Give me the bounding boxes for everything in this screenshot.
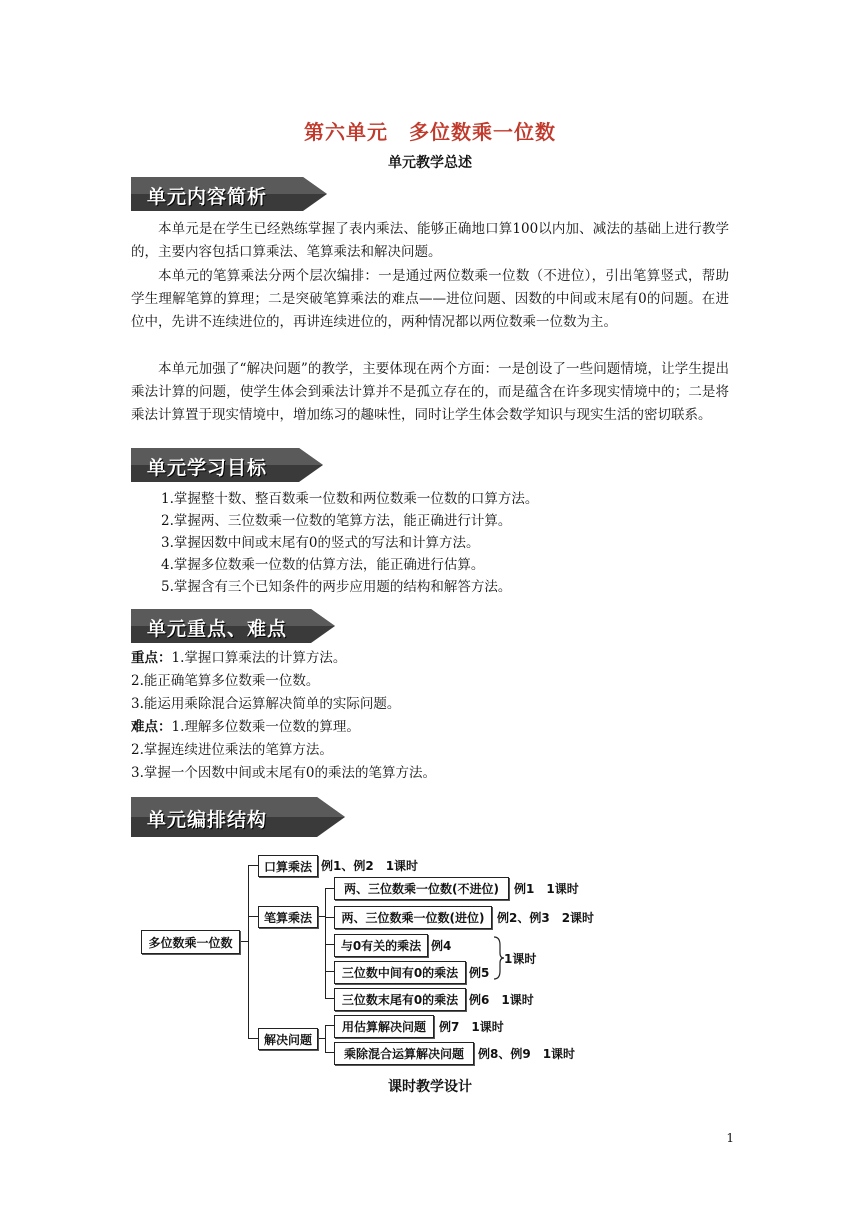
banner-label: 单元学习目标 <box>147 457 268 479</box>
note-solve-1: 例7 1课时 <box>439 1020 504 1034</box>
section-banner-keypoints <box>131 609 341 643</box>
note-written-1: 例1 1课时 <box>514 882 579 896</box>
difficulty-item: 1.理解多位数乘一位数的算理。 <box>171 719 360 735</box>
connector <box>318 916 325 917</box>
goal-item: 4.掌握多位数乘一位数的估算方法，能正确进行估算。 <box>161 557 485 573</box>
connector <box>325 917 334 918</box>
node-written-2: 两、三位数乘一位数(进位) <box>334 906 492 929</box>
goal-item: 5.掌握含有三个已知条件的两步应用题的结构和解答方法。 <box>161 579 512 595</box>
section-banner-goals <box>131 448 331 482</box>
connector <box>325 1052 334 1053</box>
key-item: 3.能运用乘除混合运算解决简单的实际问题。 <box>131 696 401 712</box>
connector <box>325 1025 334 1026</box>
goal-item: 2.掌握两、三位数乘一位数的笔算方法，能正确进行计算。 <box>161 513 512 529</box>
node-oral: 口算乘法 <box>258 855 318 877</box>
connector <box>248 865 258 866</box>
section-banner-structure <box>131 797 351 831</box>
note-oral: 例1、例2 1课时 <box>321 859 419 873</box>
node-written-5: 三位数末尾有0的乘法 <box>334 988 466 1011</box>
difficulty-item: 3.掌握一个因数中间或末尾有0的乘法的笔算方法。 <box>131 765 436 781</box>
difficulty-line <box>131 716 360 739</box>
node-solve: 解决问题 <box>258 1028 318 1050</box>
connector <box>325 998 334 999</box>
key-point-line <box>131 647 346 670</box>
connector <box>318 1038 325 1039</box>
connector <box>248 1038 258 1039</box>
connector <box>248 865 249 1039</box>
note-written-5: 例6 1课时 <box>469 993 534 1007</box>
node-written-4: 三位数中间有0的乘法 <box>334 961 466 984</box>
goal-item: 1.掌握整十数、整百数乘一位数和两位数乘一位数的口算方法。 <box>161 491 539 507</box>
key-label: 重点： <box>131 650 172 666</box>
paragraph: 本单元的笔算乘法分两个层次编排：一是通过两位数乘一位数（不进位），引出笔算竖式，帮助学生理解笔算的算理；二是突破笔算乘法的难点——进位问题、因数的中间或末尾有0的问题。在进位中，先讲不连续进位的，再讲连续进位的，两种情况都以两位数乘一位数为主。 <box>131 268 729 330</box>
connector <box>325 971 334 972</box>
note-written-2: 例2、例3 2课时 <box>497 911 595 925</box>
footer-heading: 课时教学设计 <box>388 1079 472 1095</box>
difficulty-item: 2.掌握连续进位乘法的笔算方法。 <box>131 742 333 758</box>
connector <box>325 1025 326 1052</box>
banner-label: 单元重点、难点 <box>147 618 288 640</box>
note-written-34: 1课时 <box>504 952 537 966</box>
root-node: 多位数乘一位数 <box>141 930 240 954</box>
paragraph: 本单元加强了“解决问题”的教学，主要体现在两个方面：一是创设了一些问题情境，让学生提出乘法计算的问题，使学生体会到乘法计算并不是孤立存在的，而是蕴含在许多现实情境中的；二是将乘法计算置于现实情境中，增加练习的趣味性，同时让学生体会数学知识与现实生活的密切联系。 <box>131 361 729 423</box>
note-solve-2: 例8、例9 1课时 <box>478 1047 576 1061</box>
page-number: 1 <box>726 1131 734 1145</box>
section-banner-content <box>131 177 331 211</box>
note-written-3: 例4 <box>431 939 452 953</box>
page-subtitle: 单元教学总述 <box>388 155 472 171</box>
node-written-3: 与0有关的乘法 <box>334 934 428 957</box>
paragraph: 本单元是在学生已经熟练掌握了表内乘法、能够正确地口算100以内加、减法的基础上进行教学的，主要内容包括口算乘法、笔算乘法和解决问题。 <box>131 221 729 260</box>
node-written: 笔算乘法 <box>258 906 318 928</box>
node-solve-1: 用估算解决问题 <box>334 1015 434 1038</box>
connector <box>325 888 334 889</box>
goal-item: 3.掌握因数中间或末尾有0的竖式的写法和计算方法。 <box>161 535 480 551</box>
banner-label: 单元内容简析 <box>147 186 268 208</box>
page-title: 第六单元 多位数乘一位数 <box>304 120 556 144</box>
note-written-4: 例5 <box>469 966 490 980</box>
node-solve-2: 乘除混合运算解决问题 <box>334 1042 474 1065</box>
difficulty-label: 难点： <box>131 719 172 735</box>
banner-label: 单元编排结构 <box>147 809 268 831</box>
connector <box>325 944 334 945</box>
key-item: 1.掌握口算乘法的计算方法。 <box>171 650 347 666</box>
connector <box>325 888 326 998</box>
connector <box>248 916 258 917</box>
node-written-1: 两、三位数乘一位数(不进位) <box>334 877 509 900</box>
key-item: 2.能正确笔算多位数乘一位数。 <box>131 673 320 689</box>
